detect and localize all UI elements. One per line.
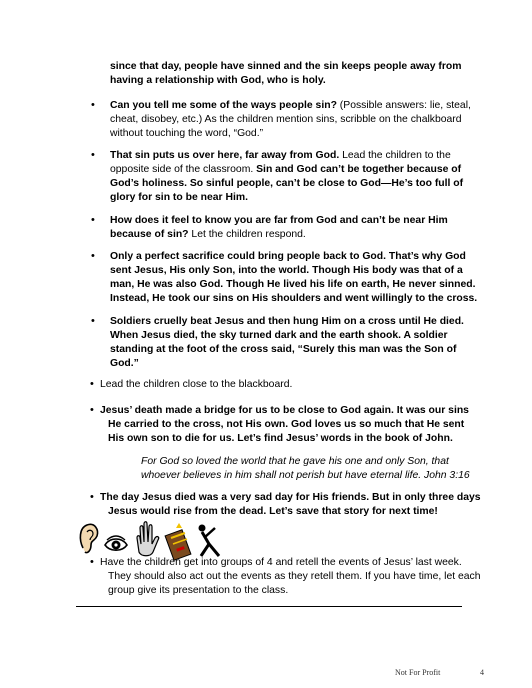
bullet: • bbox=[90, 404, 94, 416]
bullet: • bbox=[91, 214, 95, 226]
item-2-line-1: That sin puts us over here, far away from God. Lead the children to the bbox=[110, 150, 451, 161]
item-1-line-1: Can you tell me some of the ways people sin? (Possible answers: lie, steal, bbox=[110, 100, 471, 111]
item-2-line-4: glory for sin to be near Him. bbox=[110, 192, 248, 203]
intro-line-2: having a relationship with God, who is holy. bbox=[110, 75, 326, 86]
item-5-line-2: When Jesus died, the sky turned dark and the earth shook. A soldier bbox=[110, 330, 448, 341]
item-5-line-3: standing at the foot of the cross said, “Surely this man was the Son of bbox=[110, 344, 457, 355]
bridge-line-2: He carried to the cross, not His own. God loves us so much that He sent bbox=[108, 419, 465, 430]
lead-note: Lead the children close to the blackboard. bbox=[100, 379, 293, 390]
bullet: • bbox=[91, 315, 95, 327]
closing-line-2: Jesus would rise from the dead. Let’s save that story for next time! bbox=[108, 506, 438, 517]
item-3-line-2: because of sin? Let the children respond. bbox=[110, 229, 306, 240]
bullet: • bbox=[90, 556, 94, 568]
item-4-line-4: Instead, He took our sins on His shoulders and went willingly to the cross. bbox=[110, 293, 478, 304]
activity-line-3: group give its presentation to the class. bbox=[108, 585, 289, 596]
page-number: 4 bbox=[480, 668, 484, 677]
hand-icon bbox=[137, 522, 159, 556]
bullet: • bbox=[90, 491, 94, 503]
item-1-line-2: cheat, disobey, etc.) As the children mention sins, scribble on the chalkboard bbox=[110, 114, 462, 125]
bridge-line-1: Jesus’ death made a bridge for us to be close to God again. It was our sins bbox=[100, 405, 469, 416]
verse-line-1: For God so loved the world that he gave his one and only Son, that bbox=[141, 456, 449, 467]
item-4-line-1: Only a perfect sacrifice could bring people back to God. That’s why God bbox=[110, 251, 466, 262]
item-4-line-3: man, He was also God. Though He lived his life on earth, He never sinned. bbox=[110, 279, 476, 290]
item-1-line-3: without touching the word, “God.” bbox=[110, 128, 264, 139]
item-2-line-2: opposite side of the classroom. Sin and God can’t be together because of bbox=[110, 164, 462, 175]
activity-line-1: Have the children get into groups of 4 and retell the events of Jesus’ last week. bbox=[100, 557, 462, 568]
footer-label: Not For Profit bbox=[395, 668, 441, 677]
item-5-line-1: Soldiers cruelly beat Jesus and then hung Him on a cross until He died. bbox=[110, 316, 464, 327]
stretching-figure-icon bbox=[199, 525, 220, 557]
activity-line-2: They should also act out the events as they retell them. If you have time, let each bbox=[108, 571, 481, 582]
closing-line-1: The day Jesus died was a very sad day for His friends. But in only three days bbox=[100, 492, 481, 503]
bullet: • bbox=[91, 250, 95, 262]
horizontal-rule bbox=[76, 606, 462, 607]
item-4-line-2: sent Jesus, His only Son, into the world. Though His body was that of a bbox=[110, 265, 463, 276]
item-5-line-4: God.” bbox=[110, 358, 139, 369]
bullet: • bbox=[90, 378, 94, 390]
book-icon bbox=[165, 523, 191, 560]
intro-line-1: since that day, people have sinned and the sin keeps people away from bbox=[110, 61, 462, 72]
bullet: • bbox=[91, 99, 95, 111]
item-2-line-3: God’s holiness. So sinful people, can’t be close to God—He’s too full of bbox=[110, 178, 464, 189]
ear-icon bbox=[80, 524, 97, 552]
bridge-line-3: His own son to die for us. Let’s find Jesus’ words in the book of John. bbox=[108, 433, 453, 444]
eye-icon bbox=[105, 536, 127, 550]
item-3-line-1: How does it feel to know you are far from God and can’t be near Him bbox=[110, 215, 448, 226]
verse-line-2: whoever believes in him shall not perish but have eternal life. John 3:16 bbox=[141, 470, 470, 481]
bullet: • bbox=[91, 149, 95, 161]
